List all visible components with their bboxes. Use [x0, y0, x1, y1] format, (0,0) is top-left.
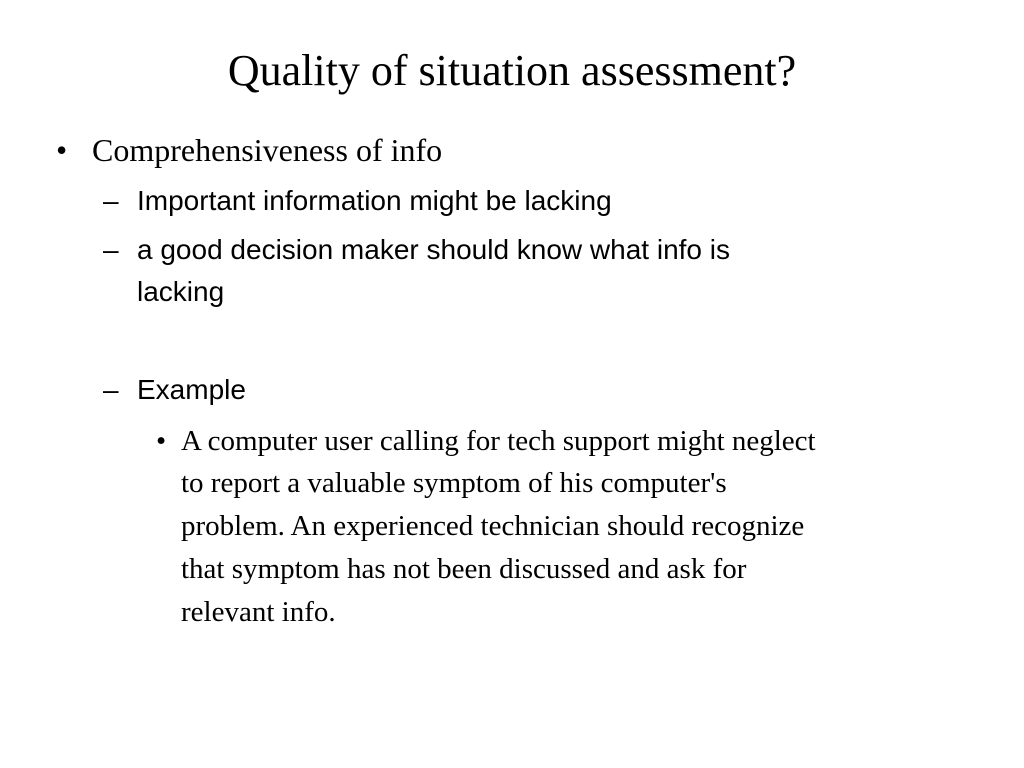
example-text-line4: that symptom has not been discussed and ask for [181, 553, 747, 585]
subpoint-good-decision-maker-line2: lacking [137, 276, 225, 307]
dash-marker: – [103, 234, 119, 265]
bullet-marker: • [156, 425, 167, 457]
dash-marker: – [103, 185, 119, 216]
dash-marker: – [103, 374, 119, 405]
example-text-line1: A computer user calling for tech support might neglect [181, 425, 816, 457]
example-text-line5: relevant info. [181, 596, 336, 628]
subpoint-example: Example [137, 374, 246, 405]
bullet-text-comprehensiveness: Comprehensiveness of info [92, 132, 443, 168]
example-text-line2: to report a valuable symptom of his computer's [181, 467, 727, 499]
bullet-marker: • [56, 132, 68, 168]
subpoint-important-information: Important information might be lacking [137, 185, 612, 216]
subpoint-good-decision-maker-line1: a good decision maker should know what info is [137, 234, 731, 265]
slide-title: Quality of situation assessment? [227, 46, 797, 95]
example-text-line3: problem. An experienced technician should recognize [181, 510, 805, 542]
